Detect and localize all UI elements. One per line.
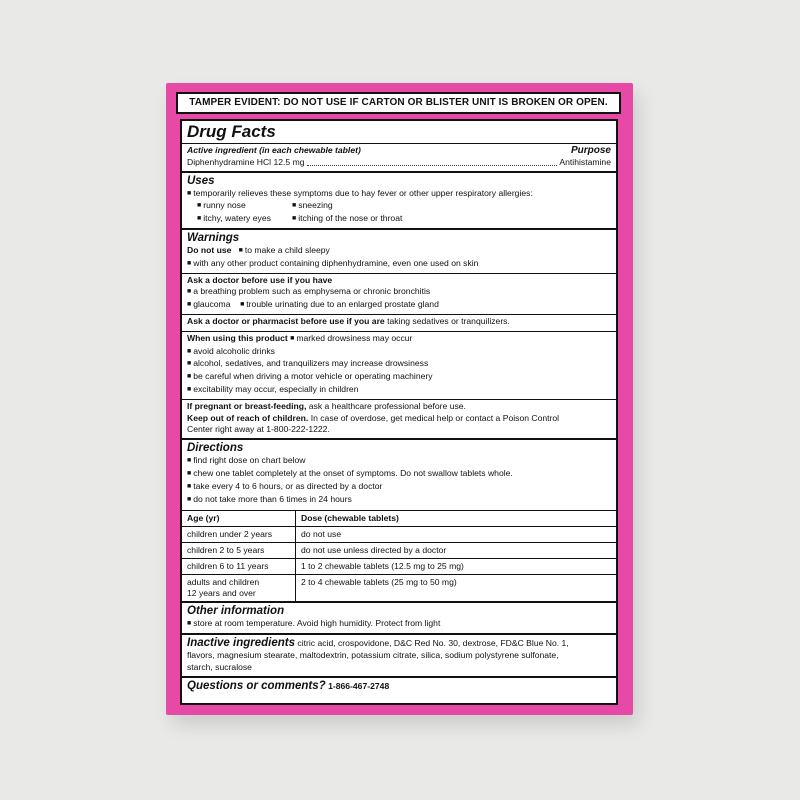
list-item: ■ store at room temperature. Avoid high humidity. Protect from light (187, 618, 611, 631)
list-item: ■ find right dose on chart below (187, 455, 611, 468)
ask-pharmacist: Ask a doctor or pharmacist before use if you are taking sedatives or tranquilizers. (182, 314, 616, 329)
uses-intro: ■ temporarily relieves these symptoms due to hay fever or other upper respiratory allergies: (187, 188, 611, 201)
list-item: ■ with any other product containing diphenhydramine, even one used on skin (187, 258, 611, 271)
table-cell: do not use unless directed by a doctor (296, 543, 617, 559)
inactive-ingredients-heading: Inactive ingredients (187, 637, 296, 650)
directions-section (182, 440, 616, 603)
drug-facts-header (182, 121, 616, 173)
dot-leader (307, 165, 558, 166)
do-not-use: Do not use ■ to make a child sleepy (187, 245, 611, 258)
list-item: ■ be careful when driving a motor vehicle or operating machinery (187, 371, 611, 384)
drug-facts-panel (180, 119, 618, 705)
keep-out-warning-cont: Center right away at 1-800-222-1222. (187, 424, 330, 435)
list-item: ■ itchy, watery eyes (197, 213, 292, 226)
ask-doctor-label: Ask a doctor before use if you have (182, 273, 616, 287)
questions-line (187, 680, 611, 693)
questions-heading: Questions or comments? (187, 679, 326, 692)
table-header-row (182, 511, 616, 527)
list-item: ■ take every 4 to 6 hours, or as directed by a doctor (187, 481, 611, 494)
directions-heading: Directions (187, 442, 244, 455)
keep-out-warning: Keep out of reach of children. In case of overdose, get medical help or contact a Poison Control (187, 412, 560, 423)
purpose-heading: Purpose (570, 145, 611, 156)
list-item: ■ excitability may occur, especially in children (187, 384, 611, 397)
inactive-line-1: Inactive ingredients citric acid, crospovidone, D&C Red No. 30, dextrose, FD&C Blue No. 1, (187, 637, 569, 650)
uses-section (182, 173, 616, 230)
table-cell: adults and children 12 years and over (182, 575, 296, 602)
list-item: ■ alcohol, sedatives, and tranquilizers may increase drowsiness (187, 358, 611, 371)
table-cell: 1 to 2 chewable tablets (12.5 mg to 25 mg) (296, 559, 617, 575)
list-item: ■ avoid alcoholic drinks (187, 346, 611, 359)
list-item: ■ itching of the nose or throat (292, 213, 402, 226)
drug-facts-title: Drug Facts (187, 122, 276, 141)
inactive-line-3: starch, sucralose (187, 661, 252, 672)
dosage-table (182, 510, 616, 601)
table-cell: children under 2 years (182, 527, 296, 543)
warnings-section (182, 230, 616, 440)
table-cell: 2 to 4 chewable tablets (25 mg to 50 mg) (296, 575, 617, 602)
inactive-line-2: flavors, magnesium stearate, maltodextrin, potassium citrate, silica, sodium polystyrene sulfonate, (187, 650, 559, 661)
list-item: ■ chew one tablet completely at the onset of symptoms. Do not swallow tablets whole. (187, 468, 611, 481)
active-ingredient-heading: Active ingredient (in each chewable tablet) (187, 145, 361, 155)
table-row (182, 543, 616, 559)
table-header: Dose (chewable tablets) (296, 511, 617, 527)
active-ingredient: Diphenhydramine HCl 12.5 mg (187, 156, 305, 167)
table-row (182, 559, 616, 575)
questions-section (182, 678, 616, 695)
uses-row-2 (187, 213, 611, 226)
phone-number: 1-866-467-2748 (328, 680, 390, 691)
table-cell: children 6 to 11 years (182, 559, 296, 575)
list-item: ■ runny nose (197, 200, 292, 213)
table-header: Age (yr) (182, 511, 296, 527)
table-row (182, 527, 616, 543)
table-cell: children 2 to 5 years (182, 543, 296, 559)
table-cell: do not use (296, 527, 617, 543)
list-item: ■ do not take more than 6 times in 24 hours (187, 494, 611, 507)
warnings-heading: Warnings (187, 231, 240, 244)
other-information-heading: Other information (187, 605, 285, 618)
uses-heading: Uses (187, 174, 215, 187)
inactive-ingredients-section (182, 635, 616, 678)
list-item: ■ a breathing problem such as emphysema or chronic bronchitis (187, 286, 611, 299)
purpose-value: Antihistamine (559, 156, 611, 167)
list-item: ■ sneezing (292, 200, 333, 213)
pregnant-warning: If pregnant or breast-feeding, ask a healthcare professional before use. (182, 399, 616, 413)
tamper-evident-banner: TAMPER EVIDENT: DO NOT USE IF CARTON OR BLISTER UNIT IS BROKEN OR OPEN. (176, 92, 621, 114)
uses-row-1 (187, 200, 611, 213)
when-using: When using this product ■ marked drowsiness may occur (182, 331, 616, 346)
other-information-section (182, 603, 616, 635)
list-item: ■ glaucoma ■ trouble urinating due to an enlarged prostate gland (187, 299, 611, 312)
table-row (182, 575, 616, 602)
